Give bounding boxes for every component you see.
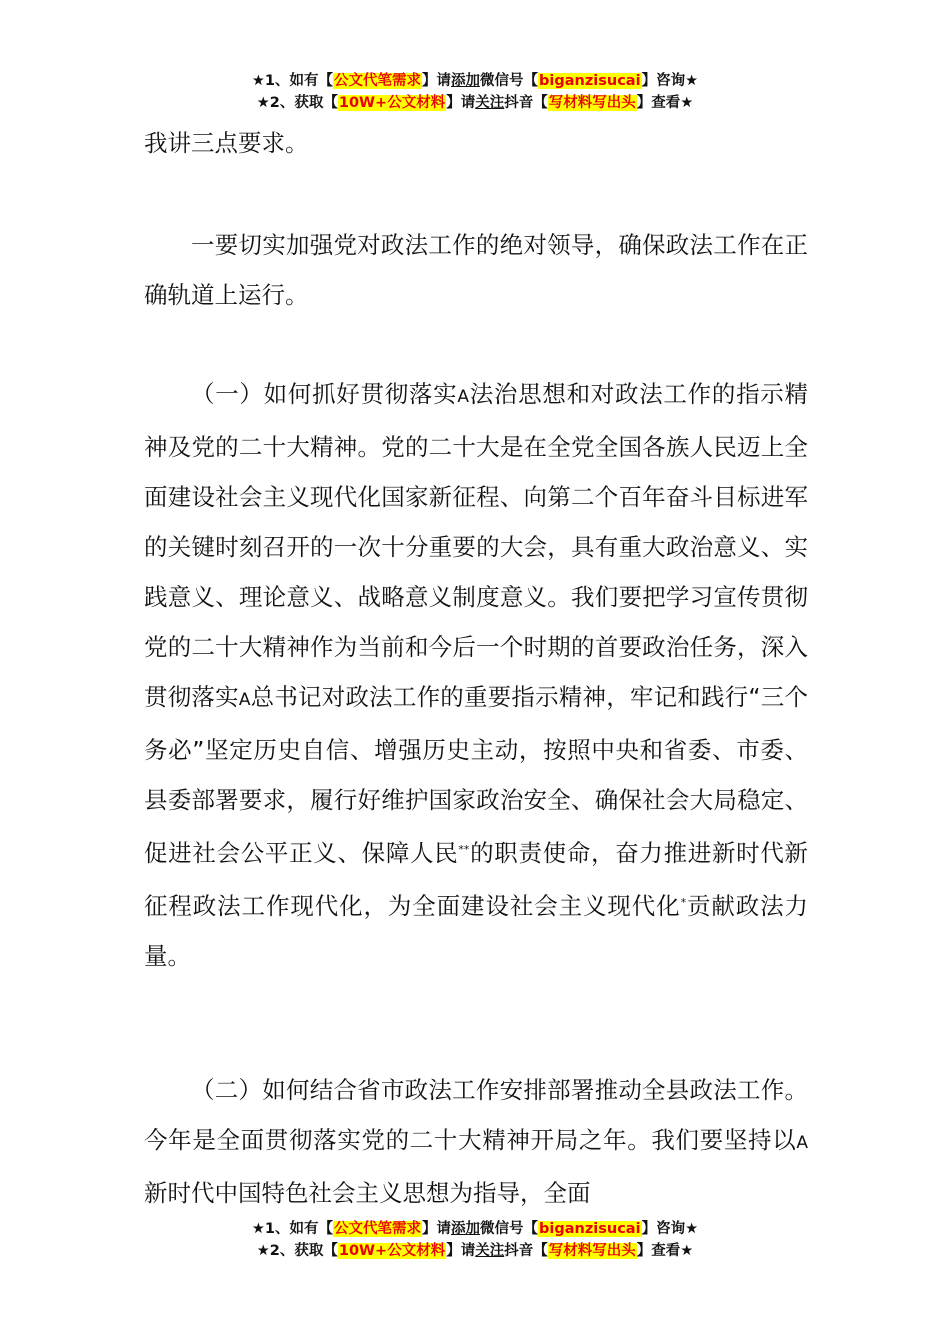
highlight-douyin: 写材料写出头 <box>548 95 636 111</box>
document-section-1 <box>144 220 808 320</box>
promo-line-2: ★2、获取【10W+公文材料】请关注抖音【写材料写出头】查看★ <box>256 95 694 111</box>
document-body <box>144 118 808 168</box>
highlight-wechat-id: biganzisucai <box>539 1221 641 1237</box>
promo-line-1: ★1、如有【公文代笔需求】请添加微信号【biganzisucai】咨询★ <box>251 1221 699 1237</box>
promo-line-1: ★1、如有【公文代笔需求】请添加微信号【biganzisucai】咨询★ <box>251 73 699 89</box>
highlight-materials: 10W+公文材料 <box>338 1243 446 1259</box>
document-section-1-2 <box>144 1065 808 1218</box>
highlight-materials: 10W+公文材料 <box>338 95 446 111</box>
highlight-service: 公文代笔需求 <box>334 73 422 89</box>
paragraph-intro: 我讲三点要求。 <box>144 129 309 157</box>
promo-line-2: ★2、获取【10W+公文材料】请关注抖音【写材料写出头】查看★ <box>256 1243 694 1259</box>
paragraph-item-2: （二）如何结合省市政法工作安排部署推动全县政法工作。今年是全面贯彻落实党的二十大精神开局之年。我们要坚持以A新时代中国特色社会主义思想为指导，全面 <box>144 1076 808 1207</box>
header-promo-banner <box>0 70 950 114</box>
highlight-douyin: 写材料写出头 <box>548 1243 636 1259</box>
highlight-service: 公文代笔需求 <box>334 1221 422 1237</box>
highlight-wechat-id: biganzisucai <box>539 73 641 89</box>
paragraph-requirement-1: 一要切实加强党对政法工作的绝对领导，确保政法工作在正确轨道上运行。 <box>144 231 808 309</box>
footer-promo-banner <box>0 1218 950 1262</box>
document-section-1-1 <box>144 369 808 981</box>
paragraph-item-1: （一）如何抓好贯彻落实A法治思想和对政法工作的指示精神及党的二十大精神。党的二十大是在全党全国各族人民迈上全面建设社会主义现代化国家新征程、向第二个百年奋斗目标进军的关键时刻召开的一次十分重要的大会，具有重大政治意义、实践意义、理论意义、战略意义制度意义。我们要把学习宣传贯彻党的二十大精神作为当前和今后一个时期的首要政治任务，深入贯彻落实A总书记对政法工作的重要指示精神，牢记和践行“三个务必”坚定历史自信、增强历史主动，按照中央和省委、市委、县委部署要求，履行好维护国家政治安全、确保社会大局稳定、促进社会公平正义、保障人民**的职责使命，奋力推进新时代新征程政法工作现代化，为全面建设社会主义现代化*贡献政法力量。 <box>144 380 809 970</box>
